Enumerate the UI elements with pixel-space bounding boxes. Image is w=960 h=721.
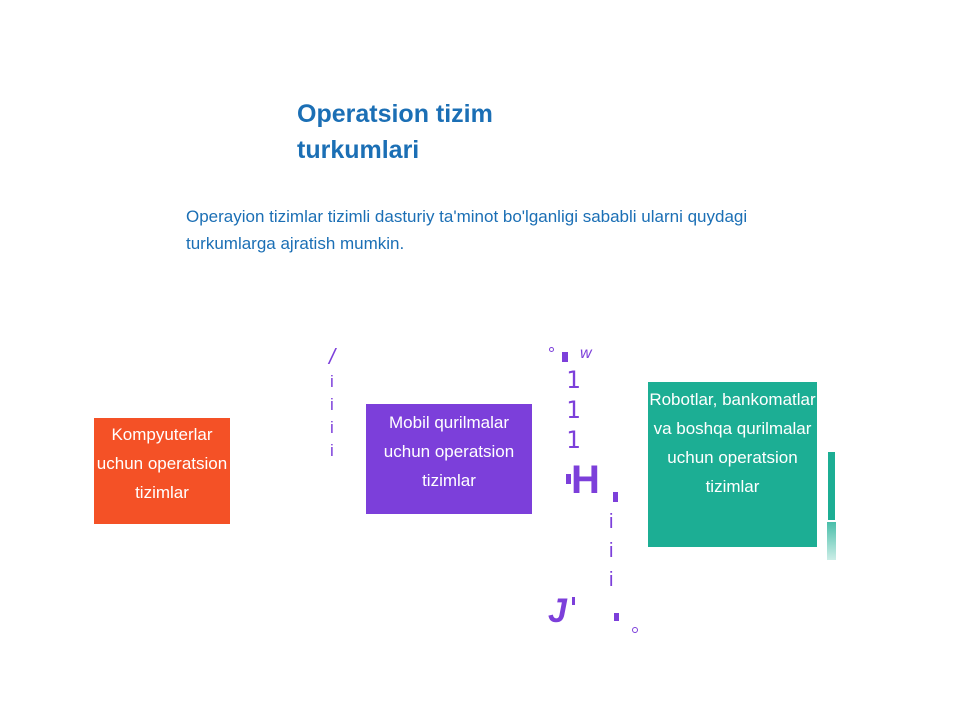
artifact-dot	[566, 474, 571, 484]
category-label: Kompyuterlar uchun operatsion tizimlar	[96, 425, 228, 502]
artifact-w: w	[580, 345, 592, 362]
artifact-i: i	[609, 540, 614, 562]
artifact-i: i	[330, 395, 334, 414]
artifact-dot	[613, 492, 618, 502]
artifact-slash: /	[329, 344, 336, 369]
artifact-dot	[614, 613, 619, 621]
artifact-i: i	[330, 441, 334, 460]
artifact-i: i	[609, 569, 614, 591]
artifact-smudge	[827, 522, 836, 560]
artifact-i: i	[609, 511, 614, 533]
slide-subtitle: Operayion tizimlar tizimli dasturiy ta'minot bo'lganligi sababli ularni quydagi turkumlarga ajratish mumkin.	[186, 207, 748, 253]
artifact-dot	[572, 597, 575, 605]
artifact-i: i	[330, 418, 334, 437]
artifact-one: 1	[566, 426, 581, 454]
artifact-one: 1	[566, 396, 581, 424]
category-box-mobile	[366, 404, 532, 514]
category-label: Robotlar, bankomatlar va boshqa qurilmalar uchun operatsion tizimlar	[649, 390, 816, 496]
category-label: Mobil qurilmalar uchun operatsion tizimlar	[383, 413, 515, 490]
category-box-devices	[648, 382, 817, 547]
artifact-i: i	[330, 372, 334, 391]
artifact-bar	[828, 452, 835, 520]
artifact-dot	[549, 347, 554, 352]
artifact-one: 1	[566, 366, 581, 394]
slide-title: Operatsion tizim turkumlari	[297, 100, 493, 164]
artifact-J: J	[548, 592, 567, 630]
artifact-dot	[632, 627, 638, 633]
artifact-dot	[562, 352, 568, 362]
artifact-H: H	[571, 458, 600, 502]
category-box-computers	[94, 418, 230, 524]
